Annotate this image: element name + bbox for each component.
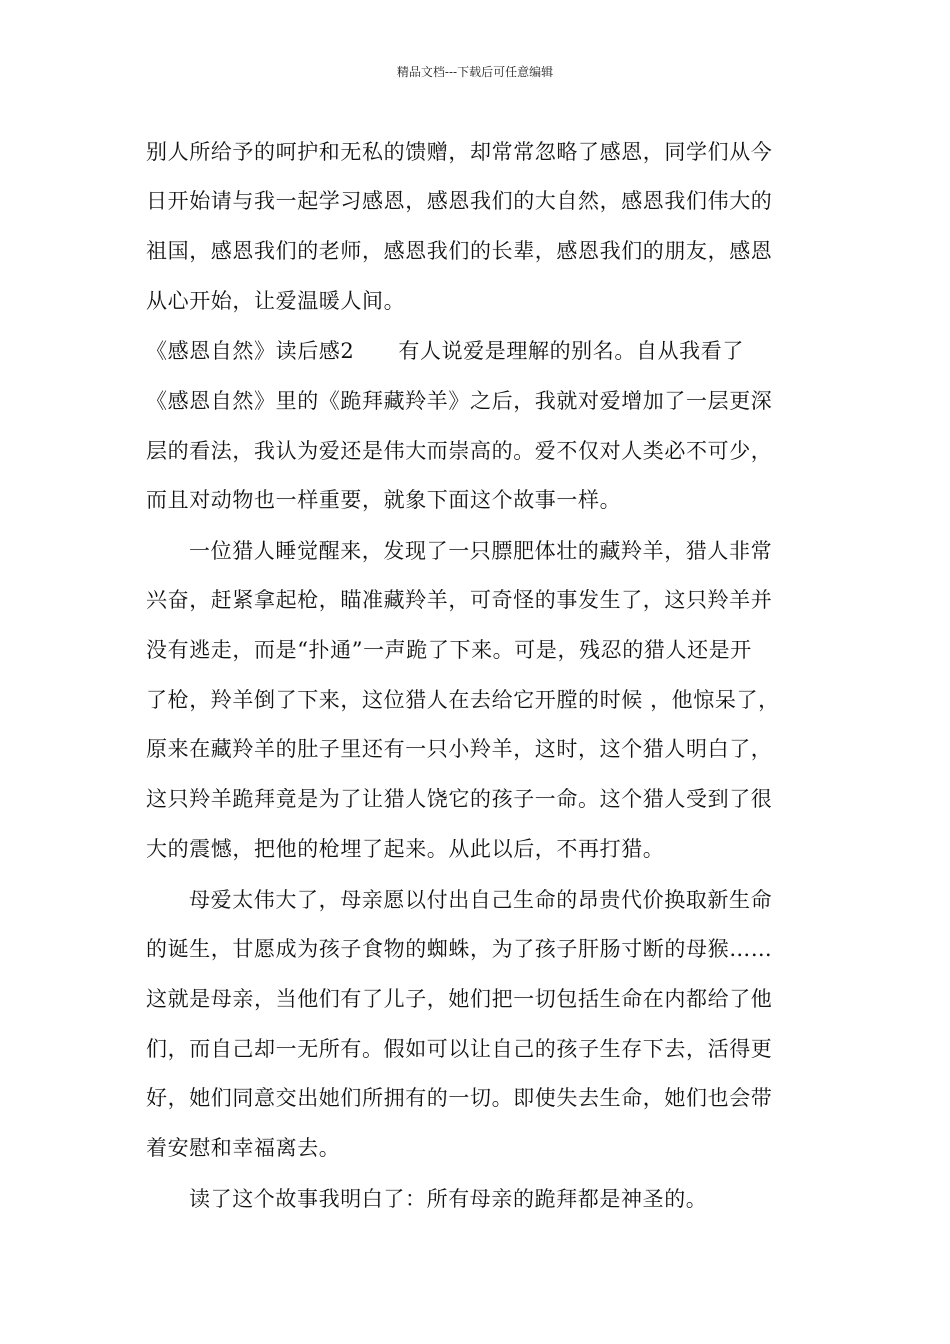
text-line: 大的震憾，把他的枪埋了起来。从此以后，不再打猎。 <box>146 837 665 861</box>
text-line: 的诞生，甘愿成为孩子食物的蜘蛛，为了孩子肝肠寸断的母猴…… <box>146 937 773 961</box>
text-line: 兴奋，赶紧拿起枪，瞄准藏羚羊，可奇怪的事发生了，这只羚羊并 <box>146 588 773 612</box>
text-line: 祖国，感恩我们的老师，感恩我们的长辈，感恩我们的朋友，感恩 <box>146 239 773 263</box>
text-line: 原来在藏羚羊的肚子里还有一只小羚羊，这时，这个猎人明白了， <box>146 737 773 761</box>
text-line: 日开始请与我一起学习感恩，感恩我们的大自然，感恩我们伟大的 <box>146 189 773 213</box>
page-header: 精品文档---下载后可任意编辑 <box>396 65 554 79</box>
text-line: 而且对动物也一样重要，就象下面这个故事一样。 <box>146 488 622 512</box>
paragraph-first-line: 母爱太伟大了，母亲愿以付出自己生命的昂贵代价换取新生命 <box>189 888 773 912</box>
text-line: 了枪，羚羊倒了下来，这位猎人在去给它开膛的时候 ，他惊呆了， <box>146 688 780 712</box>
section-title: 《感恩自然》读后感2 <box>146 339 355 363</box>
section-heading-line <box>146 336 744 366</box>
text-line: 们，而自己却一无所有。假如可以让自己的孩子生存下去，活得更 <box>146 1037 773 1061</box>
text-line: 《感恩自然》里的《跪拜藏羚羊》之后，我就对爱增加了一层更深 <box>146 389 773 413</box>
paragraph-first-line: 读了这个故事我明白了：所有母亲的跪拜都是神圣的。 <box>189 1187 708 1211</box>
paragraph-start: 有人说爱是理解的别名。自从我看了 <box>398 339 744 363</box>
text-line: 没有逃走，而是“扑通”一声跪了下来。可是，残忍的猎人还是开 <box>146 638 752 662</box>
paragraph-first-line: 一位猎人睡觉醒来，发现了一只膘肥体壮的藏羚羊，猎人非常 <box>189 539 773 563</box>
text-line: 从心开始，让爱温暖人间。 <box>146 289 406 313</box>
text-line: 层的看法，我认为爱还是伟大而崇高的。爱不仅对人类必不可少， <box>146 439 773 463</box>
text-line: 好，她们同意交出她们所拥有的一切。即使失去生命，她们也会带 <box>146 1086 773 1110</box>
text-line: 这只羚羊跪拜竟是为了让猎人饶它的孩子一命。这个猎人受到了很 <box>146 787 773 811</box>
text-line: 着安慰和幸福离去。 <box>146 1136 341 1160</box>
text-line: 别人所给予的呵护和无私的馈赠，却常常忽略了感恩，同学们从今 <box>146 140 773 164</box>
text-line: 这就是母亲，当他们有了儿子，她们把一切包括生命在内都给了他 <box>146 987 773 1011</box>
